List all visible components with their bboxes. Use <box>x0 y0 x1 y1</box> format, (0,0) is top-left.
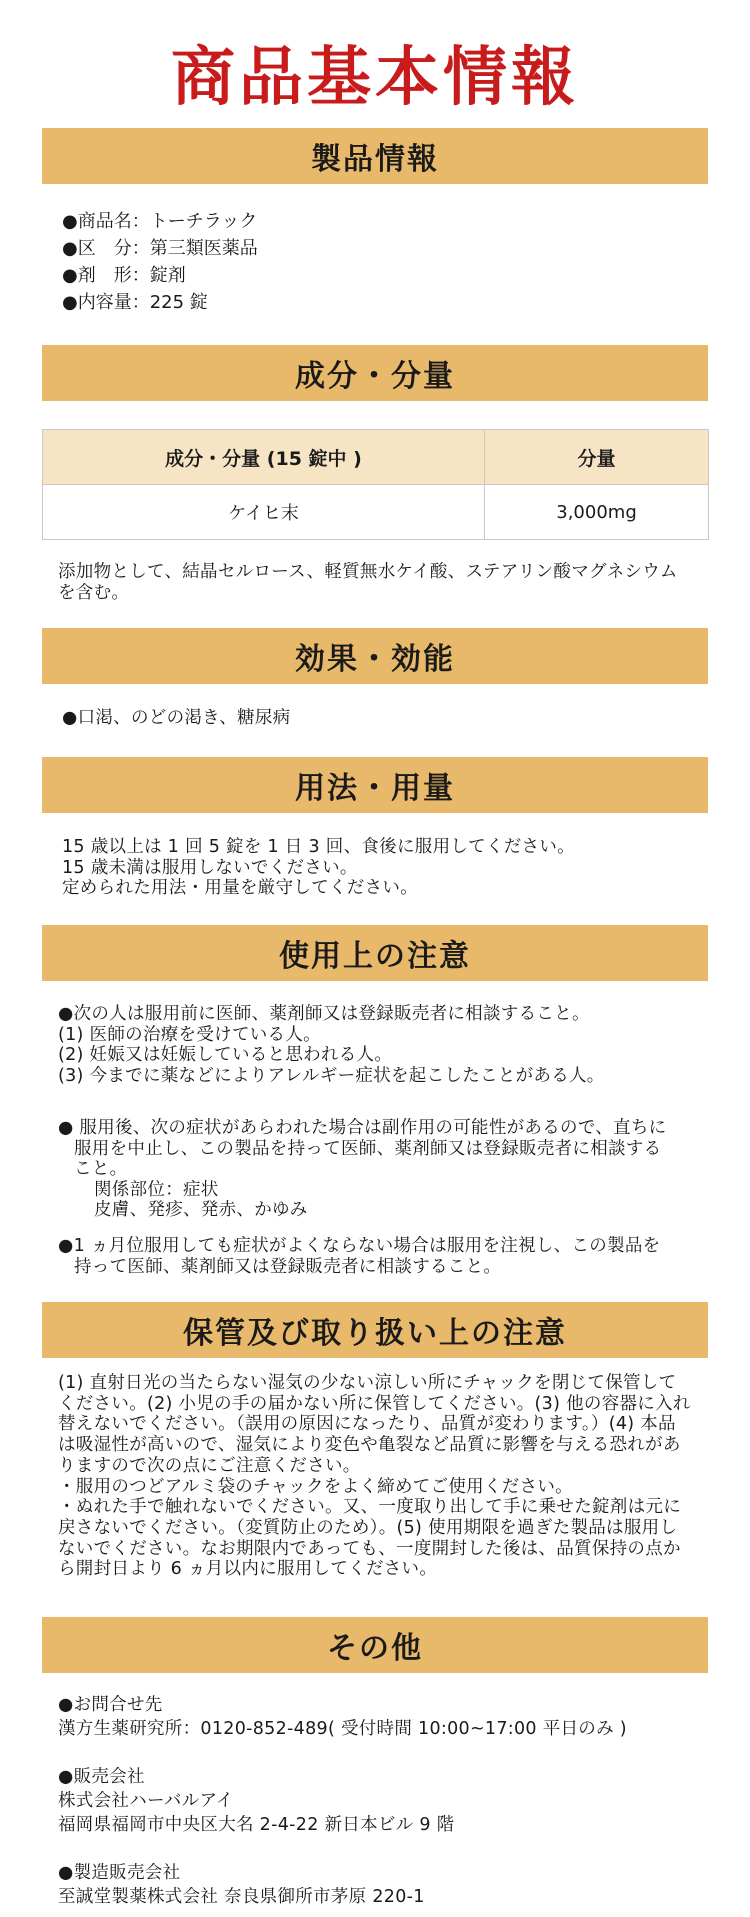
storage-line: ください。(2) 小児の手の届かない所に保管してください。(3) 他の容器に入れ <box>58 1393 691 1414</box>
maker-value: 至誠堂製薬株式会社 奈良県御所市茅原 220-1 <box>58 1887 425 1907</box>
product-info-item: ●内容量：225 錠 <box>62 292 208 313</box>
precaution-subline: 関係部位：症状 <box>94 1179 219 1200</box>
precaution-line: (1) 医師の治療を受けている人。 <box>58 1024 321 1045</box>
section-heading-precautions: 使用上の注意 <box>42 925 708 981</box>
table-header-cell: 成分・分量 (15 錠中 ) <box>43 430 485 485</box>
storage-line: は吸湿性が高いので、湿気により変色や亀裂など品質に影響を与える恐れがあ <box>58 1435 681 1456</box>
precaution-line: ● 服用後、次の症状があらわれた場合は副作用の可能性があるので、直ちに <box>58 1118 667 1138</box>
precaution-line: 服用を中止し、この製品を持って医師、薬剤師又は登録販売者に相談する <box>74 1138 662 1159</box>
precaution-line: ●1 ヵ月位服用しても症状がよくならない場合は服用を注視し、この製品を <box>58 1236 661 1256</box>
table-row <box>43 485 709 540</box>
precautions-block-consult <box>58 1004 698 1086</box>
precaution-subline: 皮膚、発疹、発赤、かゆみ <box>94 1200 308 1220</box>
section-heading-product: 製品情報 <box>42 128 708 184</box>
precaution-line: 持って医師、薬剤師又は登録販売者に相談すること。 <box>74 1256 502 1277</box>
usage-line: 15 歳以上は 1 回 5 錠を 1 日 3 回、食後に服用してください。 <box>62 837 575 857</box>
table-header-row <box>43 430 709 485</box>
precautions-block-no-improvement <box>58 1236 698 1277</box>
section-heading-ingredients: 成分・分量 <box>42 345 708 401</box>
contact-label: ●お問合せ先 <box>58 1695 163 1715</box>
maker-label: ●製造販売会社 <box>58 1863 181 1883</box>
product-info-list <box>62 208 258 316</box>
ingredients-table <box>42 429 709 540</box>
storage-line: りますので次の点にご注意ください。 <box>58 1455 361 1476</box>
storage-line: ・ぬれた手で触れないでください。又、一度取り出して手に乗せた錠剤は元に <box>58 1497 681 1518</box>
seller-name: 株式会社ハーバルアイ <box>58 1791 234 1811</box>
storage-text <box>58 1373 698 1580</box>
contact-value: 漢方生薬研究所：0120-852-489( 受付時間 10:00~17:00 平日のみ ) <box>58 1719 627 1739</box>
page-title: 商品基本情報 <box>171 40 579 115</box>
seller-address: 福岡県福岡市中央区大名 2-4-22 新日本ビル 9 階 <box>58 1815 455 1835</box>
storage-line: 替えないでください。（誤用の原因になったり、品質が変わります。）(4) 本品 <box>58 1414 676 1435</box>
product-info-item: ●区 分：第三類医薬品 <box>62 238 258 259</box>
precaution-line: (2) 妊娠又は妊娠していると思われる人。 <box>58 1045 393 1065</box>
precaution-line: (3) 今までに薬などによりアレルギー症状を起こしたことがある人。 <box>58 1065 605 1086</box>
product-info-item: ●剤 形：錠剤 <box>62 265 186 286</box>
storage-line: ないでください。なお期限内であっても、一度開封した後は、品質保持の点か <box>58 1538 681 1559</box>
storage-line: 戻さないでください。（変質防止のため）。(5) 使用期限を過ぎた製品は服用し <box>58 1517 678 1538</box>
table-cell: ケイヒ末 <box>43 485 485 540</box>
usage-line: 定められた用法・用量を厳守してください。 <box>62 878 418 898</box>
section-heading-effects: 効果・効能 <box>42 628 708 684</box>
section-heading-storage: 保管及び取り扱い上の注意 <box>42 1302 708 1358</box>
product-info-item: ●商品名：トーチラック <box>62 211 258 232</box>
seller-label: ●販売会社 <box>58 1767 145 1787</box>
storage-line: ら開封日より 6 ヵ月以内に服用してください。 <box>58 1559 438 1580</box>
section-heading-usage: 用法・用量 <box>42 757 708 813</box>
other-info <box>58 1693 698 1909</box>
precautions-block-side-effects <box>58 1118 698 1221</box>
effects-text: ●口渇、のどの渇き、糖尿病 <box>62 708 291 728</box>
storage-line: (1) 直射日光の当たらない湿気の少ない涼しい所にチャックを閉じて保管して <box>58 1373 677 1393</box>
additives-note-line: を含む。 <box>58 582 130 603</box>
usage-text <box>62 837 702 899</box>
additives-note <box>58 562 698 603</box>
additives-note-line: 添加物として、結晶セルロース、軽質無水ケイ酸、ステアリン酸マグネシウム <box>58 562 678 582</box>
usage-line: 15 歳未満は服用しないでください。 <box>62 857 358 878</box>
section-heading-other: その他 <box>42 1617 708 1673</box>
storage-line: ・服用のつどアルミ袋のチャックをよく締めてご使用ください。 <box>58 1476 573 1497</box>
precaution-line: ●次の人は服用前に医師、薬剤師又は登録販売者に相談すること。 <box>58 1004 590 1024</box>
table-header-cell: 分量 <box>485 430 709 485</box>
precaution-line: こと。 <box>74 1159 128 1179</box>
table-cell: 3,000mg <box>485 485 709 540</box>
